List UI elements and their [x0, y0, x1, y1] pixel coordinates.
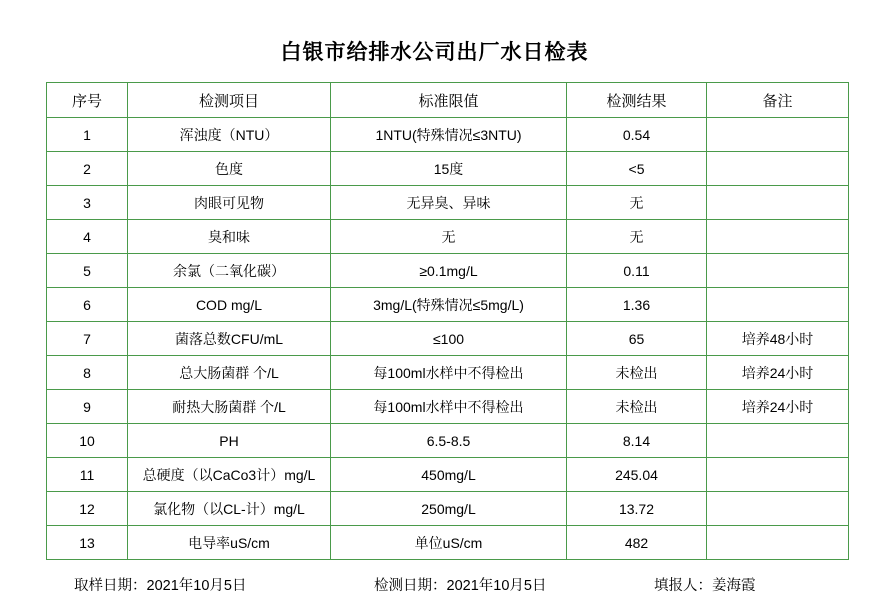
- cell-item: 耐热大肠菌群 个/L: [128, 390, 331, 424]
- cell-no: 12: [47, 492, 128, 526]
- header-cell-limit: 标准限值: [331, 83, 567, 118]
- table-row: [47, 288, 849, 322]
- table-header: [47, 83, 849, 118]
- testing-date: 检测日期：2021年10月5日: [374, 578, 547, 594]
- table-row: [47, 424, 849, 458]
- table-row: [47, 492, 849, 526]
- water-inspection-table: [46, 82, 849, 560]
- cell-remark: 培养48小时: [707, 322, 849, 356]
- page-title: 白银市给排水公司出厂水日检表: [280, 41, 589, 64]
- cell-remark: [707, 458, 849, 492]
- cell-item: 总大肠菌群 个/L: [128, 356, 331, 390]
- cell-limit: 单位uS/cm: [331, 526, 567, 560]
- cell-no: 9: [47, 390, 128, 424]
- cell-limit: 6.5-8.5: [331, 424, 567, 458]
- cell-limit: 无: [331, 220, 567, 254]
- cell-remark: [707, 152, 849, 186]
- cell-result: 245.04: [567, 458, 707, 492]
- cell-no: 3: [47, 186, 128, 220]
- table-row: [47, 254, 849, 288]
- cell-result: 65: [567, 322, 707, 356]
- table-row: [47, 186, 849, 220]
- cell-item: COD mg/L: [128, 288, 331, 322]
- cell-result: <5: [567, 152, 707, 186]
- table-row: [47, 390, 849, 424]
- cell-result: 未检出: [567, 356, 707, 390]
- header-cell-item: 检测项目: [128, 83, 331, 118]
- table-row: [47, 220, 849, 254]
- cell-no: 8: [47, 356, 128, 390]
- cell-result: 未检出: [567, 390, 707, 424]
- cell-item: 菌落总数CFU/mL: [128, 322, 331, 356]
- cell-no: 13: [47, 526, 128, 560]
- table-body: [47, 118, 849, 560]
- reporter-name: 填报人：姜海霞: [654, 578, 756, 594]
- cell-no: 5: [47, 254, 128, 288]
- cell-result: 0.11: [567, 254, 707, 288]
- cell-item: 臭和味: [128, 220, 331, 254]
- cell-item: 余氯（二氧化碳）: [128, 254, 331, 288]
- cell-item: 总硬度（以CaCo3计）mg/L: [128, 458, 331, 492]
- cell-limit: ≥0.1mg/L: [331, 254, 567, 288]
- cell-item: 肉眼可见物: [128, 186, 331, 220]
- cell-result: 8.14: [567, 424, 707, 458]
- cell-result: 无: [567, 220, 707, 254]
- cell-item: PH: [128, 424, 331, 458]
- report-table-container: [0, 82, 869, 560]
- cell-limit: 每100ml水样中不得检出: [331, 390, 567, 424]
- cell-remark: [707, 288, 849, 322]
- cell-remark: [707, 526, 849, 560]
- cell-limit: 每100ml水样中不得检出: [331, 356, 567, 390]
- cell-remark: [707, 254, 849, 288]
- cell-result: 13.72: [567, 492, 707, 526]
- cell-result: 1.36: [567, 288, 707, 322]
- cell-result: 无: [567, 186, 707, 220]
- table-header-row: [47, 83, 849, 118]
- cell-item: 浑浊度（NTU）: [128, 118, 331, 152]
- cell-limit: 450mg/L: [331, 458, 567, 492]
- cell-limit: 15度: [331, 152, 567, 186]
- cell-result: 0.54: [567, 118, 707, 152]
- table-row: [47, 526, 849, 560]
- cell-no: 11: [47, 458, 128, 492]
- cell-limit: 250mg/L: [331, 492, 567, 526]
- cell-remark: [707, 492, 849, 526]
- cell-remark: 培养24小时: [707, 390, 849, 424]
- header-cell-remark: 备注: [707, 83, 849, 118]
- cell-remark: [707, 424, 849, 458]
- cell-result: 482: [567, 526, 707, 560]
- table-row: [47, 458, 849, 492]
- cell-no: 2: [47, 152, 128, 186]
- cell-item: 电导率uS/cm: [128, 526, 331, 560]
- table-row: [47, 152, 849, 186]
- cell-item: 色度: [128, 152, 331, 186]
- cell-remark: [707, 186, 849, 220]
- header-cell-no: 序号: [47, 83, 128, 118]
- cell-no: 10: [47, 424, 128, 458]
- table-row: [47, 356, 849, 390]
- cell-remark: 培养24小时: [707, 356, 849, 390]
- cell-no: 4: [47, 220, 128, 254]
- cell-item: 氯化物（以CL-计）mg/L: [128, 492, 331, 526]
- cell-no: 7: [47, 322, 128, 356]
- header-cell-result: 检测结果: [567, 83, 707, 118]
- table-row: [47, 118, 849, 152]
- cell-limit: 1NTU(特殊情况≤3NTU): [331, 118, 567, 152]
- cell-no: 6: [47, 288, 128, 322]
- footer-row: [0, 560, 869, 595]
- cell-limit: ≤100: [331, 322, 567, 356]
- sampling-date: 取样日期：2021年10月5日: [74, 578, 247, 594]
- cell-remark: [707, 220, 849, 254]
- cell-remark: [707, 118, 849, 152]
- cell-no: 1: [47, 118, 128, 152]
- table-row: [47, 322, 849, 356]
- cell-limit: 3mg/L(特殊情况≤5mg/L): [331, 288, 567, 322]
- cell-limit: 无异臭、异味: [331, 186, 567, 220]
